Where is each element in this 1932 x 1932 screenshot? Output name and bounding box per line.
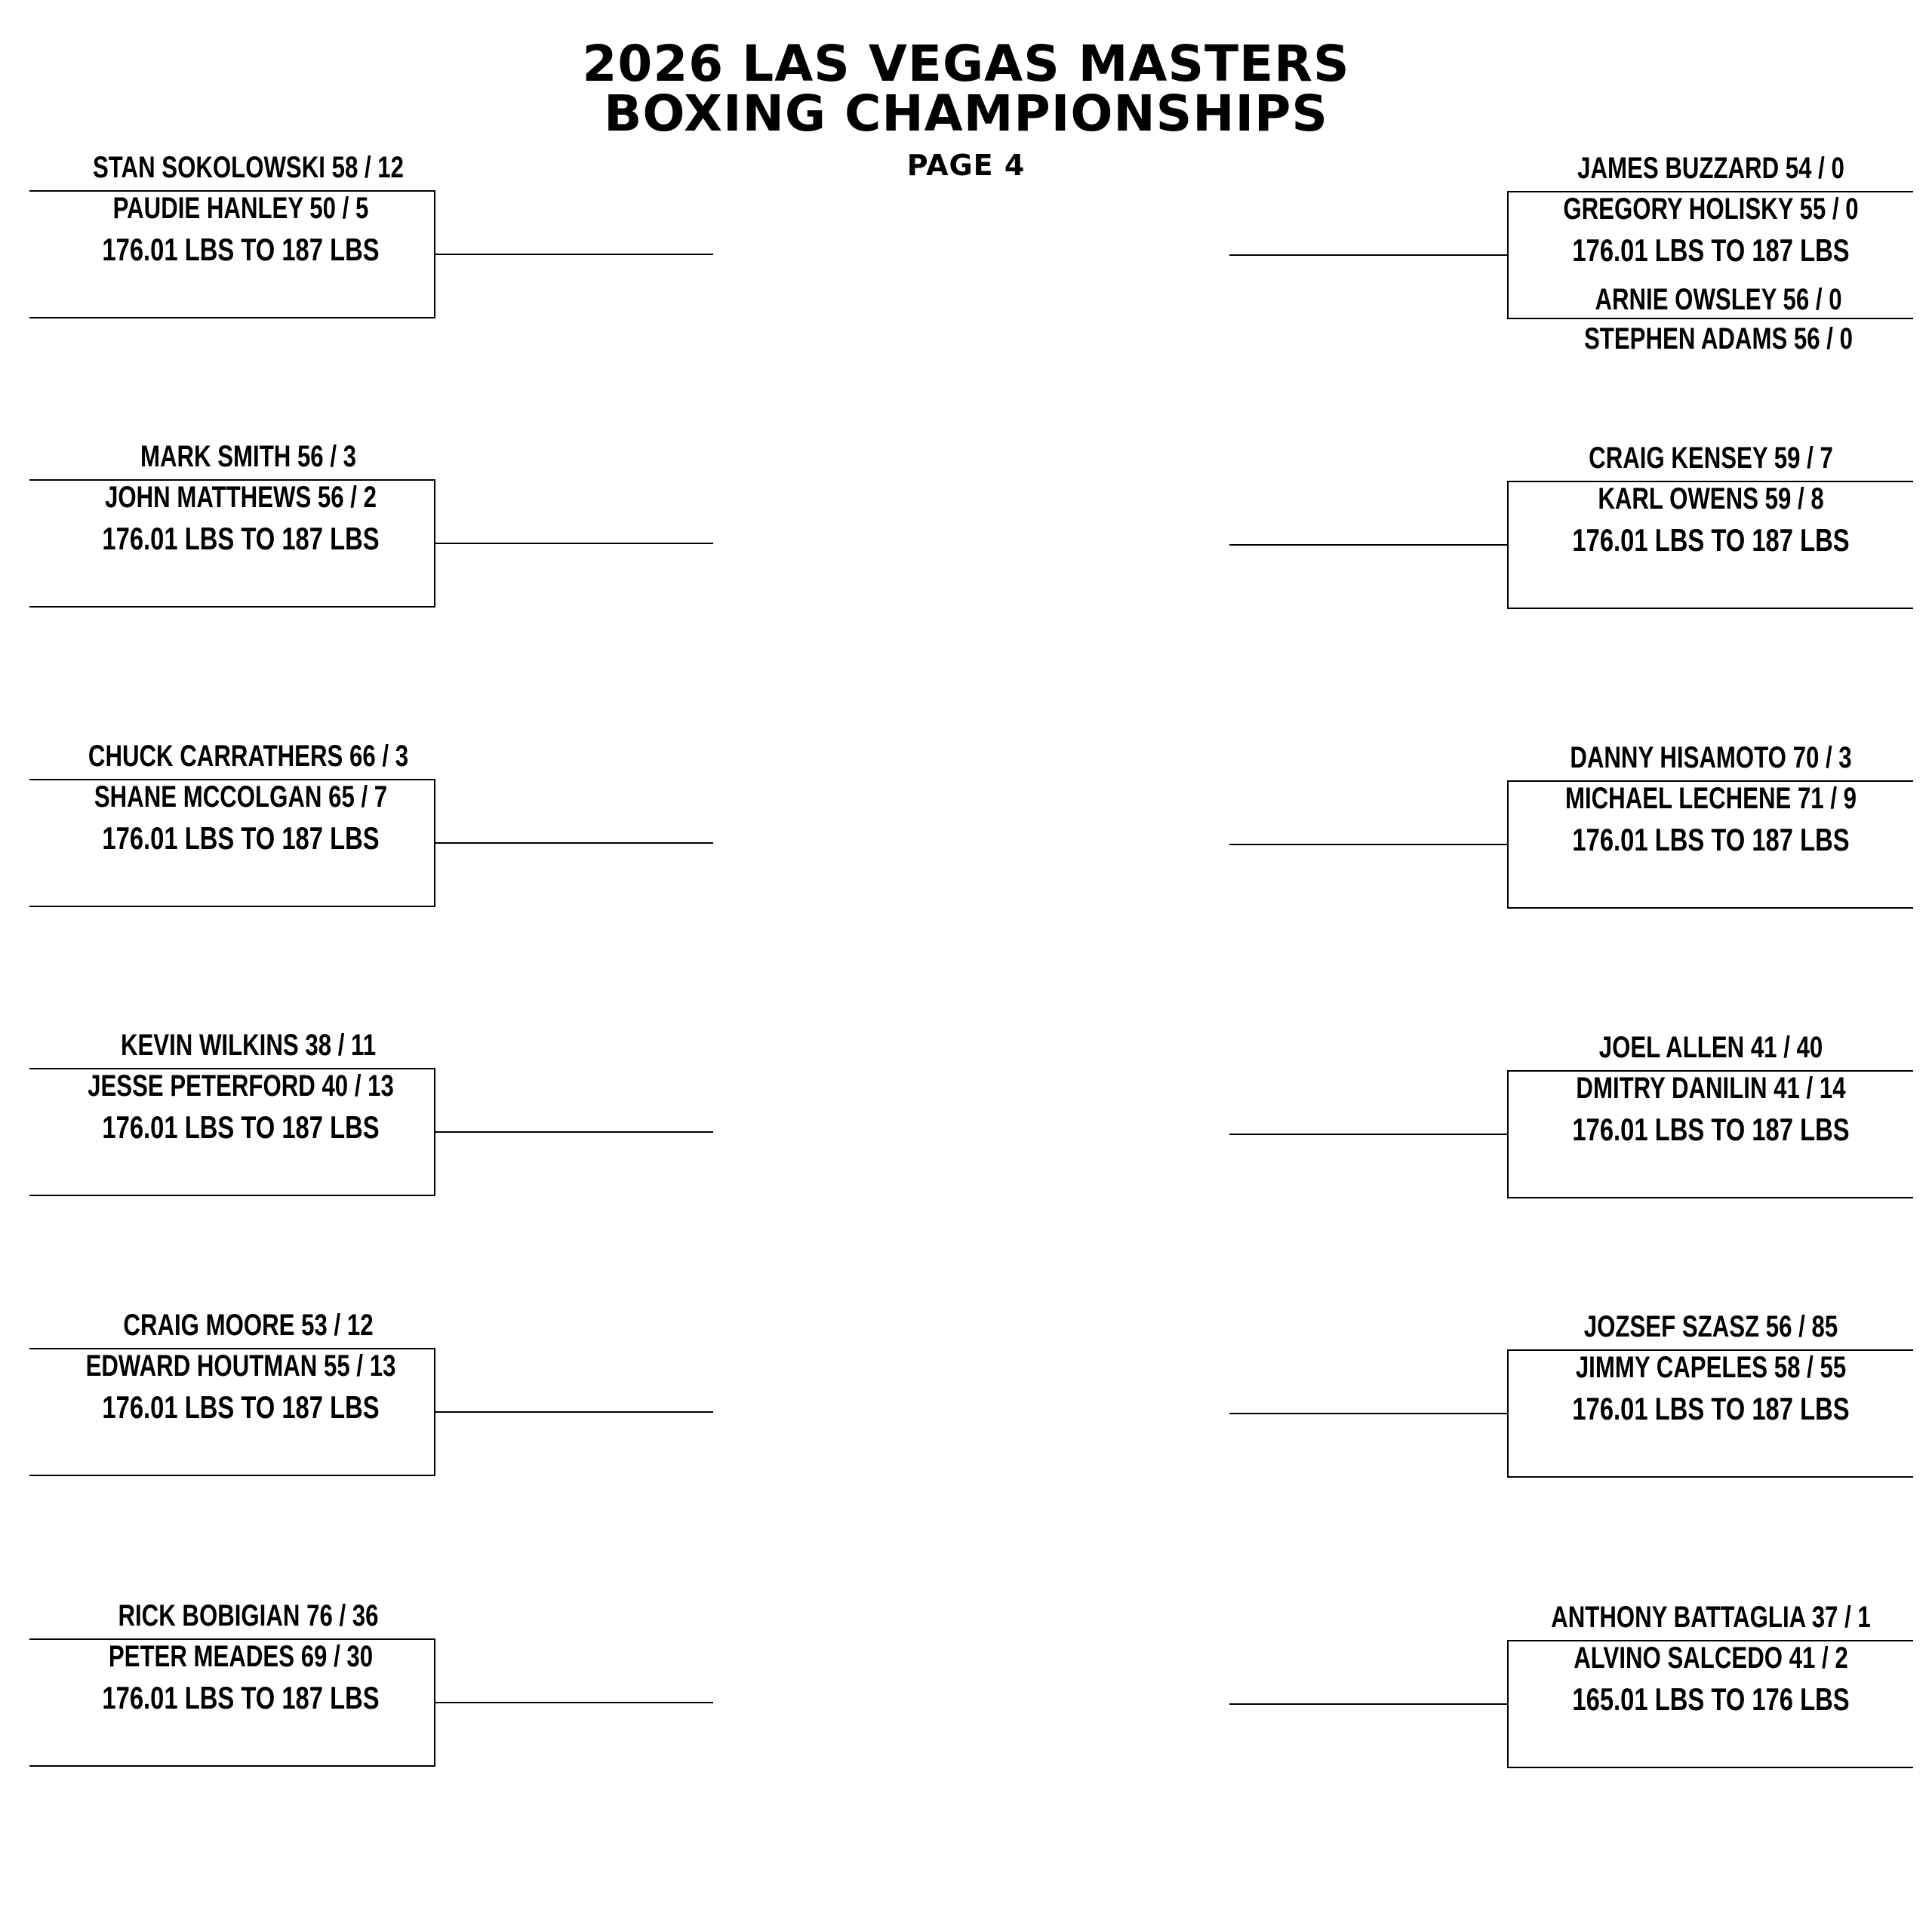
bracket-connector [1229, 254, 1507, 256]
red-corner-boxer: CRAIG KENSEY 59 / 7 [1589, 441, 1833, 475]
title-line-2: BOXING CHAMPIONSHIPS [604, 85, 1328, 143]
blue-corner-boxer: KARL OWENS 59 / 8 [1598, 482, 1824, 515]
weight-class: 176.01 LBS TO 187 LBS [102, 820, 380, 856]
title-line-1: 2026 LAS VEGAS MASTERS [582, 35, 1350, 93]
weight-class: 176.01 LBS TO 187 LBS [1572, 522, 1850, 558]
box-bottom-line [29, 906, 435, 907]
weight-class: 176.01 LBS TO 187 LBS [102, 1109, 380, 1145]
extra-boxer-2: STEPHEN ADAMS 56 / 0 [1584, 322, 1853, 355]
red-corner-boxer: CHUCK CARRATHERS 66 / 3 [88, 740, 409, 773]
box-bottom-line [1507, 907, 1913, 909]
bracket-connector [435, 254, 713, 255]
blue-corner-boxer: PETER MEADES 69 / 30 [108, 1640, 374, 1673]
bracket-connector [435, 543, 713, 544]
box-bottom-line [1507, 1476, 1913, 1478]
weight-class: 176.01 LBS TO 187 LBS [1572, 822, 1850, 857]
weight-class: 176.01 LBS TO 187 LBS [102, 1680, 380, 1715]
red-corner-boxer: MARK SMITH 56 / 3 [140, 440, 357, 473]
red-corner-boxer: CRAIG MOORE 53 / 12 [123, 1309, 374, 1342]
box-bottom-line [1507, 318, 1913, 319]
weight-class: 176.01 LBS TO 187 LBS [102, 521, 380, 556]
box-bottom-line [29, 1475, 435, 1476]
page-number: PAGE 4 [906, 149, 1026, 182]
red-corner-boxer: KEVIN WILKINS 38 / 11 [120, 1029, 377, 1062]
blue-corner-boxer: ALVINO SALCEDO 41 / 2 [1574, 1641, 1848, 1675]
red-corner-boxer: JAMES BUZZARD 54 / 0 [1577, 152, 1844, 185]
blue-corner-boxer: PAUDIE HANLEY 50 / 5 [112, 192, 369, 225]
box-bottom-line [1507, 608, 1913, 609]
weight-class: 165.01 LBS TO 176 LBS [1572, 1681, 1850, 1717]
red-corner-boxer: JOEL ALLEN 41 / 40 [1598, 1031, 1823, 1064]
box-bottom-line [1507, 1197, 1913, 1198]
blue-corner-boxer: MICHAEL LECHENE 71 / 9 [1564, 782, 1857, 815]
box-bottom-line [29, 317, 435, 318]
red-corner-boxer: STAN SOKOLOWSKI 58 / 12 [92, 151, 405, 184]
bracket-connector [1229, 844, 1507, 845]
bracket-connector [435, 1131, 713, 1133]
box-bottom-line [29, 1195, 435, 1196]
red-corner-boxer: RICK BOBIGIAN 76 / 36 [118, 1599, 379, 1632]
blue-corner-boxer: EDWARD HOUTMAN 55 / 13 [85, 1349, 396, 1383]
blue-corner-boxer: JESSE PETERFORD 40 / 13 [88, 1069, 394, 1103]
box-bottom-line [29, 606, 435, 608]
extra-boxer-1: ARNIE OWSLEY 56 / 0 [1595, 283, 1842, 316]
bracket-connector [435, 1702, 713, 1703]
bracket-connector [435, 1411, 713, 1413]
weight-class: 176.01 LBS TO 187 LBS [102, 232, 380, 267]
blue-corner-boxer: SHANE MCCOLGAN 65 / 7 [94, 780, 388, 814]
red-corner-boxer: DANNY HISAMOTO 70 / 3 [1570, 741, 1852, 774]
blue-corner-boxer: JIMMY CAPELES 58 / 55 [1575, 1351, 1847, 1384]
bracket-connector [1229, 1703, 1507, 1705]
bracket-connector [1229, 1413, 1507, 1414]
bracket-connector [435, 842, 713, 844]
box-bottom-line [1507, 1767, 1913, 1768]
box-bottom-line [29, 1765, 435, 1767]
weight-class: 176.01 LBS TO 187 LBS [102, 1389, 380, 1425]
bracket-connector [1229, 544, 1507, 546]
blue-corner-boxer: DMITRY DANILIN 41 / 14 [1576, 1072, 1846, 1105]
weight-class: 176.01 LBS TO 187 LBS [1572, 1112, 1850, 1147]
weight-class: 176.01 LBS TO 187 LBS [1572, 1391, 1850, 1426]
red-corner-boxer: ANTHONY BATTAGLIA 37 / 1 [1551, 1601, 1871, 1634]
bracket-connector [1229, 1134, 1507, 1135]
blue-corner-boxer: JOHN MATTHEWS 56 / 2 [104, 481, 377, 514]
red-corner-boxer: JOZSEF SZASZ 56 / 85 [1583, 1310, 1838, 1343]
blue-corner-boxer: GREGORY HOLISKY 55 / 0 [1563, 192, 1859, 226]
weight-class: 176.01 LBS TO 187 LBS [1572, 232, 1850, 268]
